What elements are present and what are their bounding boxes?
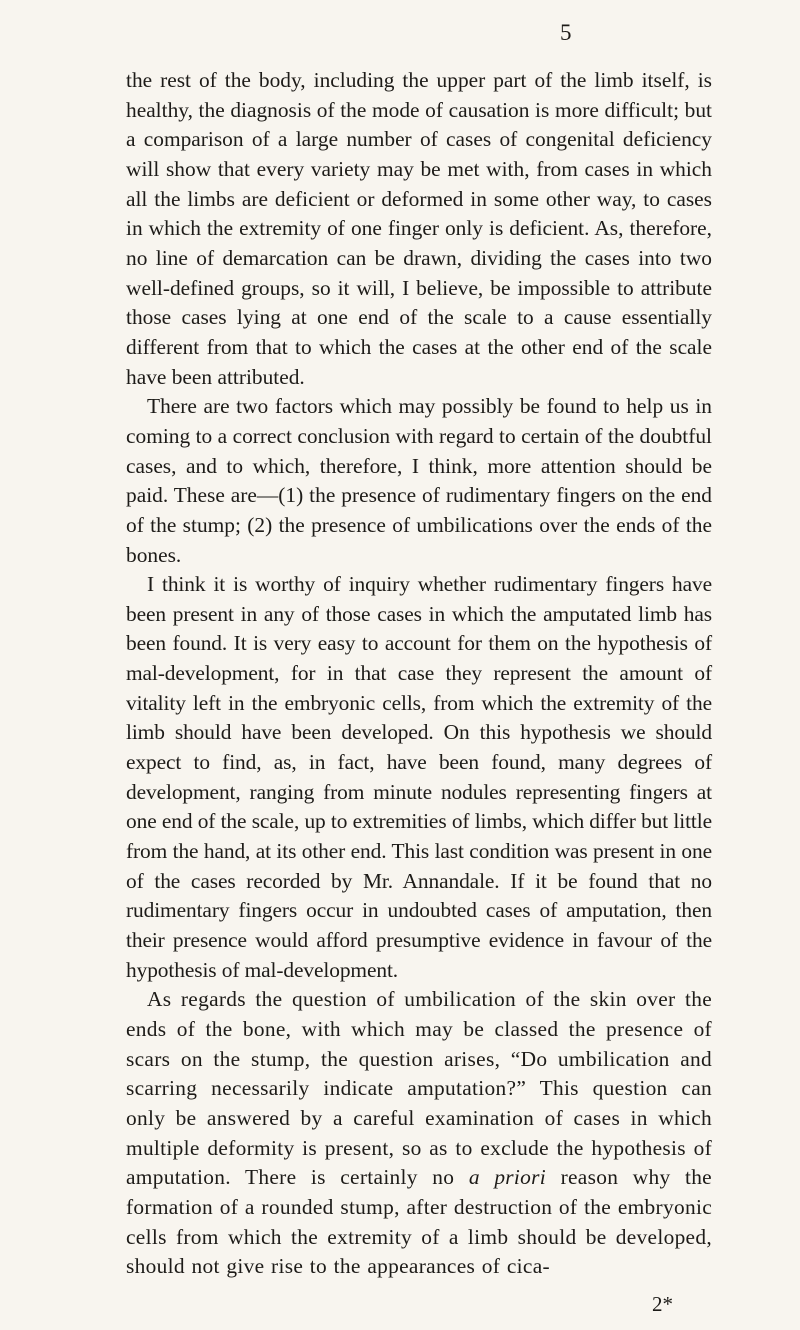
paragraph-4-continuation: reason why the formation of a rounded stump, after destruction of the embryonic cells from which the extremity of a limb should be developed, should not give rise to the appearances of cica-: [126, 1165, 712, 1279]
paragraph-3: I think it is worthy of inquiry whether rudimentary fingers have been present in any of those cases in which the amputated limb has been found. It is very easy to account for them on the hypothesis of mal-development, for in that case they represent the amount of vitality left in the embryonic cells, from which the extremity of the limb should have been developed. On this hypothesis we should expect to find, as, in fact, have been found, many degrees of development, ranging from minute nodules representing fingers at one end of the scale, up to extremities of limbs, which differ but little from the hand, at its other end. This last condition was present in one of the cases recorded by Mr. Annandale. If it be found that no rudimentary fingers occur in undoubted cases of amputation, then their presence would afford presumptive evidence in favour of the hypothesis of mal-development.: [126, 572, 712, 982]
page-number: 5: [560, 20, 572, 45]
paragraph-4: [126, 985, 712, 1282]
body-text: [126, 66, 712, 1282]
a-priori-phrase: a priori: [468, 1165, 547, 1190]
paragraph-2: There are two factors which may possibly be found to help us in coming to a correct conclusion with regard to certain of the doubtful cases, and to which, therefore, I think, more attention should be paid. These are—(1) the presence of rudimentary fingers on the end of the stump; (2) the presence of umbilications over the ends of the bones.: [126, 394, 712, 567]
paragraph-4-text: As regards the question of umbilication of the skin over the ends of the bone, with which may be classed the presence of scars on the stump, the question arises, “Do umbilication and scarring necessarily indicate amputation?” This question can only be answered by a careful examination of cases in which multiple deformity is present, so as to exclude the hypothesis of amputation. There is certainly no: [126, 987, 712, 1190]
paragraph-1: the rest of the body, including the upper part of the limb itself, is healthy, the diagnosis of the mode of causation is more difficult; but a comparison of a large number of cases of congenital deficiency will show that every variety may be met with, from cases in which all the limbs are deficient or deformed in some other way, to cases in which the extremity of one finger only is deficient. As, therefore, no line of demarcation can be drawn, dividing the cases into two well-defined groups, so it will, I believe, be impossible to attribute those cases lying at one end of the scale to a cause essentially different from that to which the cases at the other end of the scale have been attributed.: [126, 68, 712, 389]
printer-signature: 2*: [652, 1292, 673, 1316]
